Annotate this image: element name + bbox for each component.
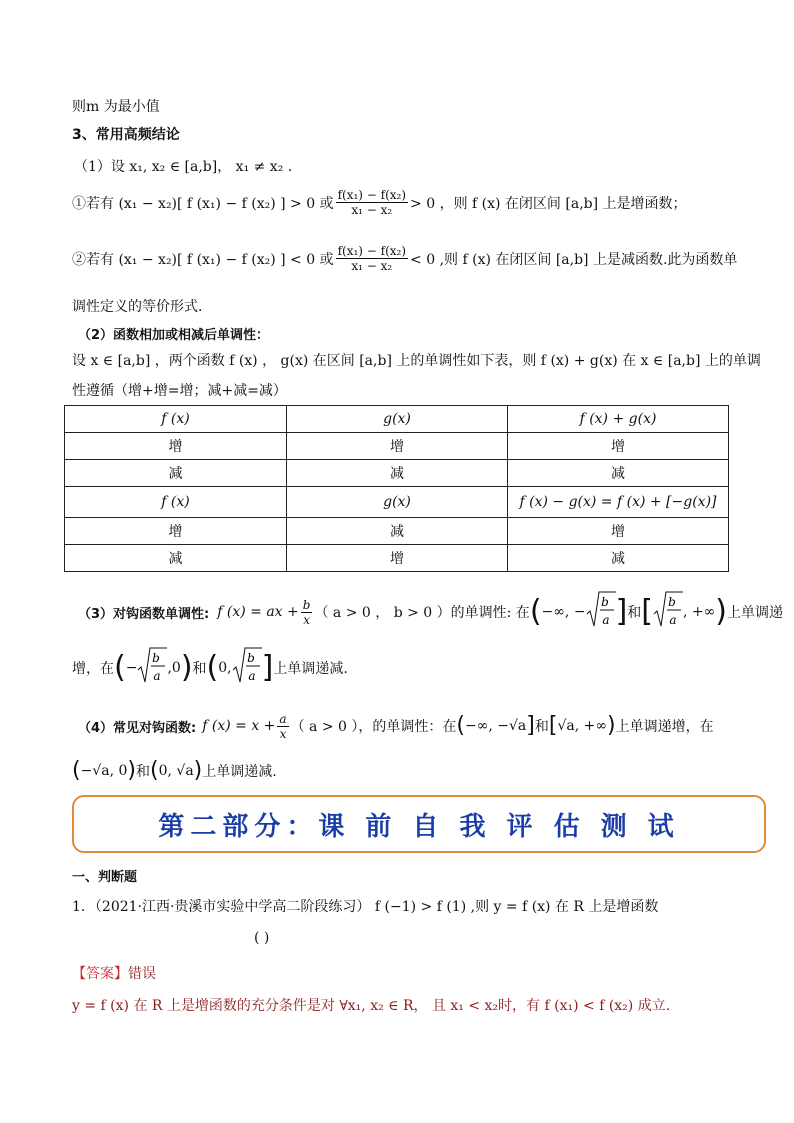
table-row [65,545,729,572]
item-3-and: 和 [627,605,642,621]
interval-2-right: , +∞ [683,604,716,620]
table-row [65,518,729,545]
item-3-line-1 [78,588,783,636]
left-paren-icon: ( [456,713,465,738]
answer-blank: ( ) [254,930,270,946]
item-1-a [72,188,687,217]
section-banner [72,795,766,853]
item-4-fraction [277,712,288,741]
svg-text:b: b [668,595,676,609]
item-4-interval-3: −√a, 0 [80,763,128,779]
left-paren-icon: ( [72,758,81,783]
table-row [65,487,729,518]
question-1: 1．（2021·江西·贵溪市实验中学高二阶段练习） f (−1) > f (1) ,则 y = f (x) 在 R 上是增函数 [72,899,659,915]
svg-text:a: a [248,669,256,683]
left-paren-icon: ( [150,758,159,783]
item-1-a-fraction [336,188,408,217]
item-1-a-frac-num: f(x₁) − f(x₂) [337,188,407,202]
item-4-increasing: 上单调递增，在 [615,719,714,735]
table-cell: f (x) + g(x) [508,406,729,433]
item-3-line-2-prefix: 增，在 [72,661,114,677]
item-4-label: （4）常见对钩函数: [78,720,197,736]
right-bracket-icon: ] [615,594,628,629]
sqrt-b-over-a-icon [653,590,683,634]
item-4-condition: （ a > 0 ），的单调性：在 [290,719,457,735]
item-1-b-fraction [336,244,408,273]
svg-text:b: b [152,651,161,665]
item-1-a-suffix: > 0 ，则 f (x) 在闭区间 [a,b] 上是增函数； [410,195,687,212]
item-3-frac-num: b [302,597,311,612]
svg-text:a: a [601,613,610,627]
item-3-and-2: 和 [192,661,207,677]
left-bracket-icon: [ [548,713,558,738]
line-min-value: 则m 为最小值 [72,99,160,115]
table-cell: 增 [65,433,287,460]
table-cell: f (x) [65,487,287,518]
item-2-line-1: 设 x ∈ [a,b] ，两个函数 f (x) ， g(x) 在区间 [a,b] 上的单调性如下表，则 f (x) + g(x) 在 x ∈ [a,b] 上的单调 [72,353,761,369]
item-3-decreasing: 上单调递减. [273,661,348,677]
item-3-increasing: 上单调递 [727,605,784,621]
question-section-heading: 一、判断题 [72,870,138,885]
svg-text:a: a [153,669,162,683]
right-paren-icon: ) [180,650,193,685]
sqrt-b-over-a-icon [586,590,616,634]
table-row [65,433,729,460]
answer-value: 错误 [128,966,156,982]
item-1-a-frac-den: x₁ − x₂ [351,203,393,217]
item-3-label: （3）对钩函数单调性: [78,606,210,622]
table-cell: 减 [508,460,729,487]
interval-4-zero: 0, [218,660,232,676]
svg-text:b: b [600,595,609,609]
item-4-interval-1: −∞, −√a [464,718,527,734]
svg-text:b: b [246,651,255,665]
item-3-formula: f (x) = ax + [217,604,299,620]
item-4-formula: f (x) = x + [202,718,276,734]
item-4-decreasing: 上单调递减. [202,764,277,780]
item-1-b-frac-num: f(x₁) − f(x₂) [337,244,407,258]
item-3-frac-den: x [303,612,310,627]
table-cell: 增 [287,545,508,572]
table-cell: 减 [287,460,508,487]
monotonicity-table [64,405,729,572]
right-paren-icon: ) [193,758,203,783]
table-cell: 减 [508,545,729,572]
table-cell: 减 [287,518,508,545]
item-4-and-2: 和 [136,764,150,780]
item-1-b-prefix: ②若有 (x₁ − x₂)[ f (x₁) − f (x₂) ] < 0 或 [72,251,334,268]
table-cell: g(x) [287,406,508,433]
interval-3-zero: ,0 [167,660,181,676]
item-1-b-continuation: 调性定义的等价形式. [72,299,203,315]
item-4-line-1 [78,704,714,748]
table-row [65,406,729,433]
item-4-frac-num: a [279,711,287,726]
sqrt-b-over-a-icon [137,646,167,690]
table-cell: 增 [287,433,508,460]
item-1-b [72,244,737,273]
table-row [65,460,729,487]
sqrt-b-over-a-icon [232,646,262,690]
table-cell: f (x) [65,406,287,433]
banner-title: 第二部分：课 前 自 我 评 估 测 试 [158,811,680,842]
item-3-condition: （ a > 0 ， b > 0 ）的单调性: 在 [314,605,530,621]
table-cell: g(x) [287,487,508,518]
item-4-frac-den: x [279,726,287,741]
right-paren-icon: ) [607,713,616,738]
interval-1-left: −∞, − [541,604,586,620]
table-cell: 增 [65,518,287,545]
left-paren-icon: ( [114,650,126,685]
item-3-line-2 [72,644,348,692]
table-cell: 增 [508,518,729,545]
item-1-a-prefix: ①若有 (x₁ − x₂)[ f (x₁) − f (x₂) ] > 0 或 [72,195,334,212]
right-paren-icon: ) [127,758,136,783]
item-1-intro: （1）设 x₁, x₂ ∈ [a,b]， x₁ ≠ x₂ . [74,159,293,175]
item-4-interval-4: 0, √a [158,763,194,779]
interval-3-neg: − [125,660,138,676]
item-2-heading: （2）函数相加或相减后单调性： [78,328,270,343]
left-bracket-icon: [ [641,594,653,629]
right-bracket-icon: ] [526,713,535,738]
item-3-fraction [301,598,313,627]
table-cell: 减 [65,460,287,487]
item-1-b-suffix: < 0 ,则 f (x) 在闭区间 [a,b] 上是减函数.此为函数单 [410,251,738,268]
table-cell: 增 [508,433,729,460]
table-cell: 减 [65,545,287,572]
item-4-interval-2: √a, +∞ [557,718,608,734]
right-bracket-icon: ] [261,650,274,685]
item-4-and: 和 [534,719,549,735]
item-2-line-2: 性遵循（增+增=增；减+减=减） [72,383,287,399]
answer-tag: 【答案】 [72,966,128,982]
right-paren-icon: ) [715,594,728,629]
section-3-heading: 3、常用高频结论 [72,127,180,143]
answer-explanation: y = f (x) 在 R 上是增函数的充分条件是对 ∀x₁, x₂ ∈ R， 且 x₁ < x₂时，有 f (x₁) < f (x₂) 成立. [72,998,671,1014]
table-cell: f (x) − g(x) = f (x) + [−g(x)] [508,487,729,518]
answer-line [72,963,156,983]
left-paren-icon: ( [206,650,219,685]
left-paren-icon: ( [529,594,542,629]
svg-text:a: a [669,613,677,627]
item-1-b-frac-den: x₁ − x₂ [351,259,393,273]
item-4-line-2 [72,756,277,786]
